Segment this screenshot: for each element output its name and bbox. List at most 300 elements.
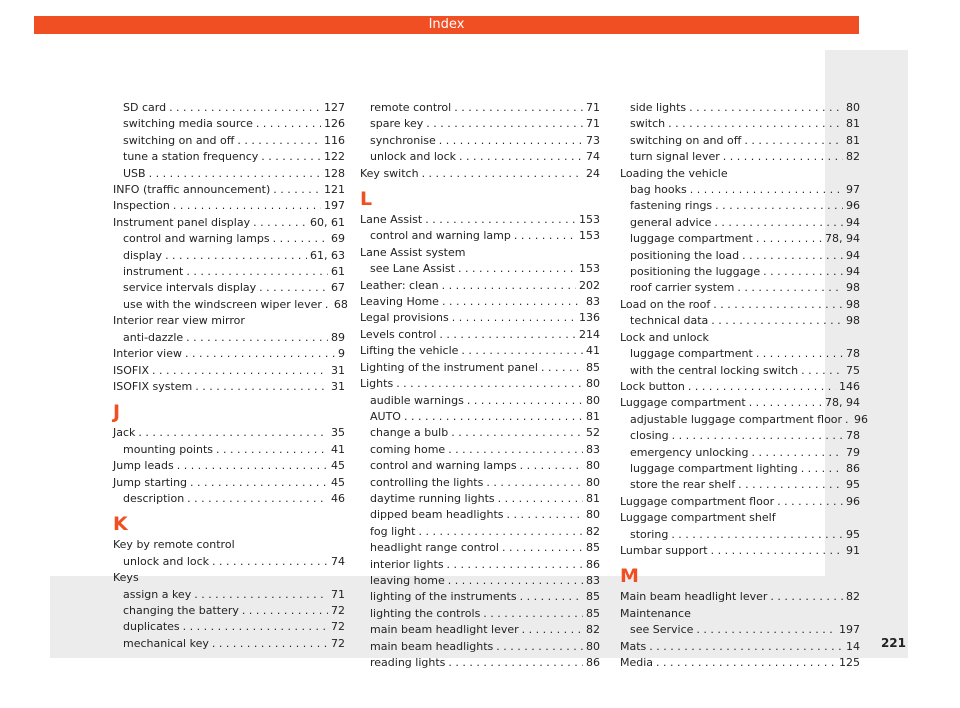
dot-leader [253,215,307,231]
entry-page[interactable]: 83 [586,573,600,587]
index-entry[interactable] [113,100,345,116]
index-entry[interactable] [360,212,600,228]
dot-leader [273,182,321,198]
entry-page[interactable]: 52 [586,426,600,440]
dot-leader [187,491,328,507]
entry-page[interactable]: 125 [839,656,860,669]
index-entry[interactable] [360,261,600,277]
entry-term: AUTO [370,409,401,423]
index-entry[interactable] [113,442,345,458]
entry-page[interactable]: 98 [846,281,860,295]
index-entry[interactable] [360,524,600,540]
entry-page[interactable]: 41 [586,344,600,358]
entry-page[interactable]: 153 [579,229,600,243]
index-entry[interactable] [113,475,345,491]
index-entry[interactable] [620,428,860,444]
entry-page[interactable]: 41 [331,442,345,456]
entry-term: store the rear shelf [630,478,736,492]
index-entry[interactable] [360,360,600,376]
entry-page[interactable]: 81 [586,409,600,423]
entry-page[interactable]: 75 [846,363,860,377]
entry-page[interactable]: 153 [579,213,600,227]
entry-page[interactable]: 80 [586,639,600,653]
index-entry[interactable] [113,133,345,149]
entry-page[interactable]: 153 [579,262,600,276]
index-entry[interactable] [113,149,345,165]
entry-term: Lane Assist [360,213,423,227]
dot-leader [711,543,843,559]
entry-page[interactable]: 80 [586,393,600,407]
entry-page[interactable]: 74 [586,150,600,164]
dot-leader [541,360,583,376]
entry-term: side lights [630,101,687,114]
entry-term: Jump starting [113,475,188,489]
entry-page[interactable]: 82 [846,150,860,164]
index-entry[interactable] [620,589,860,605]
dot-leader [711,313,843,329]
dot-leader [256,116,321,132]
index-entry[interactable] [113,215,345,231]
entry-page[interactable]: 80 [586,459,600,473]
dot-leader [149,166,321,182]
index-entry[interactable] [113,458,345,474]
index-entry[interactable] [620,445,860,461]
entry-term: duplicates [123,620,180,634]
index-entry[interactable] [113,636,345,652]
index-entry[interactable] [620,297,860,313]
index-entry[interactable] [113,231,345,247]
index-entry[interactable] [360,133,600,149]
entry-page[interactable]: 197 [839,623,860,637]
entry-page[interactable]: 202 [579,278,600,292]
entry-term: interior lights [370,557,444,571]
index-entry[interactable] [620,527,860,543]
entry-page[interactable]: 14 [846,639,860,653]
dot-leader [448,655,583,671]
dot-leader [671,527,843,543]
entry-page[interactable]: 35 [331,426,345,440]
dot-leader [422,166,583,182]
entry-term: emergency unlocking [630,445,749,459]
dot-leader [689,100,843,116]
entry-page[interactable]: 72 [331,636,345,650]
entry-term: luggage compartment [630,347,753,361]
entry-term: Luggage compartment floor [620,494,775,508]
dot-leader [649,639,843,655]
dot-leader [483,606,583,622]
entry-page[interactable]: 86 [586,557,600,571]
index-entry[interactable] [620,494,860,510]
index-entry[interactable] [620,280,860,296]
index-entry[interactable] [620,346,860,362]
entry-term: changing the battery [123,603,239,617]
index-entry[interactable] [360,425,600,441]
index-entry[interactable] [360,442,600,458]
entry-page[interactable]: 89 [331,330,345,344]
dot-leader [738,477,843,493]
dot-leader [396,376,583,392]
index-entry[interactable] [113,280,345,296]
entry-term: unlock and lock [370,150,457,164]
entry-term: controlling the lights [370,475,484,489]
entry-page[interactable]: 97 [846,183,860,197]
dot-leader [186,264,328,280]
index-heading: Interior rear view mirror [113,314,245,328]
page-number: 221 [880,636,906,650]
dot-leader [425,212,576,228]
entry-page[interactable]: 146 [839,379,860,393]
index-entry[interactable] [360,343,600,359]
entry-term: unlock and lock [123,554,210,568]
entry-page[interactable]: 45 [331,459,345,473]
dot-leader [261,149,321,165]
index-entry[interactable] [360,655,600,671]
entry-term: Jump leads [113,459,174,473]
index-entry[interactable] [113,116,345,132]
index-entry[interactable] [360,278,600,294]
dot-leader [190,475,328,491]
dot-leader [259,280,328,296]
entry-page[interactable]: 74 [331,554,345,568]
entry-page[interactable]: 79 [846,445,860,459]
entry-page[interactable]: 78 [846,429,860,443]
entry-page[interactable]: 91 [846,543,860,557]
entry-term: Levels control [360,327,437,341]
index-entry[interactable] [360,393,600,409]
dot-leader [138,425,328,441]
dot-leader [690,182,843,198]
entry-page[interactable]: 73 [586,133,600,147]
header-title: Index [428,17,465,32]
dot-leader [447,557,583,573]
index-entry[interactable] [360,622,600,638]
dot-leader [177,458,328,474]
entry-term: Mats [620,639,647,653]
dot-leader [459,149,583,165]
entry-term: ISOFIX [113,363,149,377]
entry-page[interactable]: 214 [579,327,600,341]
entry-page[interactable]: 82 [846,590,860,604]
entry-term: Instrument panel display [113,215,251,229]
dot-leader [672,428,843,444]
entry-page[interactable]: 31 [331,379,345,393]
entry-page[interactable]: 68 [333,297,348,311]
index-entry[interactable] [113,491,345,507]
index-entry[interactable] [620,395,860,411]
entry-page[interactable]: 31 [331,363,345,377]
entry-term: display [123,248,163,262]
entry-page[interactable]: 80 [586,377,600,391]
entry-term: change a bulb [370,426,449,440]
entry-term: SD card [123,101,167,114]
entry-term: Lighting of the instrument panel [360,360,538,374]
index-entry[interactable] [360,589,600,605]
index-entry[interactable] [113,425,345,441]
entry-page[interactable]: 72 [331,603,345,617]
index-entry[interactable] [620,133,860,149]
index-entry[interactable] [113,264,345,280]
index-entry[interactable] [360,409,600,425]
entry-page[interactable]: 71 [586,117,600,131]
entry-page[interactable]: 85 [586,606,600,620]
entry-page[interactable]: 128 [324,166,345,180]
entry-term: synchronise [370,133,436,147]
index-entry[interactable] [360,100,600,116]
entry-term: ISOFIX system [113,379,193,393]
index-entry[interactable] [113,198,345,214]
dot-leader [756,346,843,362]
entry-term: USB [123,166,146,180]
index-entry[interactable] [620,149,860,165]
index-entry[interactable] [113,182,345,198]
dot-leader [723,149,843,165]
entry-term: luggage compartment lighting [630,461,798,475]
dot-leader [418,524,583,540]
index-entry[interactable] [113,587,345,603]
entry-term: remote control [370,101,452,114]
entry-term: main beam headlight lever [370,623,519,637]
index-entry[interactable] [113,330,345,346]
dot-leader [273,231,328,247]
entry-term: storing [630,527,669,541]
entry-term: Lock button [620,379,685,393]
dot-leader [439,133,583,149]
index-entry[interactable] [620,215,860,231]
entry-page[interactable]: 78, 94 [825,232,860,246]
index-heading: Luggage compartment shelf [620,511,776,525]
entry-page[interactable]: 83 [586,442,600,456]
dot-leader [467,393,583,409]
entry-term: daytime running lights [370,491,495,505]
entry-page[interactable]: 82 [586,524,600,538]
section-letter: K [113,513,128,536]
index-column-1 [113,100,348,652]
index-entry[interactable] [360,116,600,132]
entry-page[interactable]: 126 [324,117,345,131]
index-entry[interactable] [113,363,345,379]
dot-leader [242,603,328,619]
entry-page[interactable]: 85 [586,360,600,374]
index-entry[interactable] [620,543,860,559]
entry-term: Legal provisions [360,311,449,325]
entry-page[interactable]: 94 [846,265,860,279]
entry-page[interactable]: 81 [846,133,860,147]
entry-page[interactable]: 24 [586,166,600,180]
index-entry[interactable] [620,313,860,329]
entry-page[interactable]: 82 [586,623,600,637]
index-entry[interactable] [113,346,345,362]
entry-term: description [123,491,185,505]
entry-page[interactable]: 98 [846,297,860,311]
index-entry[interactable] [620,655,860,671]
entry-term: fog light [370,524,416,538]
entry-term: positioning the load [630,248,740,262]
index-heading: Lock and unlock [620,330,709,344]
dot-leader [696,622,836,638]
entry-page[interactable]: 127 [324,101,345,114]
index-entry[interactable] [113,166,345,182]
dot-leader [439,327,576,343]
entry-page[interactable]: 61 [331,265,345,279]
index-entry[interactable] [113,379,345,395]
index-entry[interactable] [360,376,600,392]
dot-leader [442,294,583,310]
entry-term: mechanical key [123,636,209,650]
entry-term: Leather: clean [360,278,439,292]
entry-term: switching on and off [630,133,742,147]
dot-leader [185,346,335,362]
entry-term: reading lights [370,656,446,669]
entry-page[interactable]: 9 [338,347,345,361]
entry-page[interactable]: 69 [331,232,345,246]
index-entry[interactable] [620,477,860,493]
dot-leader [520,589,583,605]
dot-leader [169,100,321,116]
entry-page[interactable]: 80 [846,101,860,114]
index-entry[interactable] [620,363,860,379]
entry-page[interactable]: 95 [846,527,860,541]
entry-page[interactable]: 80 [586,508,600,522]
entry-term: instrument [123,265,184,279]
index-entry[interactable] [620,248,860,264]
index-entry[interactable] [620,622,860,638]
index-entry[interactable] [113,619,345,635]
dot-leader [502,540,583,556]
entry-term: control and warning lamps [123,232,270,246]
entry-term: Media [620,656,654,669]
entry-term: leaving home [370,573,445,587]
entry-term: assign a key [123,587,192,601]
index-entry[interactable] [360,310,600,326]
dot-leader [668,116,843,132]
index-entry[interactable] [360,166,600,182]
dot-leader [845,412,851,428]
dot-leader [152,363,328,379]
dot-leader [749,395,822,411]
entry-page[interactable]: 94 [846,215,860,229]
entry-page[interactable]: 83 [586,295,600,309]
entry-page[interactable]: 136 [579,311,600,325]
entry-page[interactable]: 197 [324,199,345,213]
index-entry[interactable] [620,182,860,198]
index-entry[interactable] [360,540,600,556]
index-entry[interactable] [360,228,600,244]
entry-page[interactable]: 95 [846,478,860,492]
index-entry[interactable] [360,606,600,622]
dot-leader [752,445,843,461]
dot-leader [522,622,583,638]
index-entry[interactable] [360,149,600,165]
index-entry[interactable] [360,639,600,655]
dot-leader [656,655,836,671]
entry-page[interactable]: 80 [586,475,600,489]
index-entry[interactable] [113,603,345,619]
entry-page[interactable]: 71 [586,101,600,114]
entry-page[interactable]: 72 [331,620,345,634]
entry-page[interactable]: 85 [586,590,600,604]
dot-leader [448,442,583,458]
entry-page[interactable]: 86 [846,461,860,475]
entry-page[interactable]: 67 [331,281,345,295]
dot-leader [458,261,576,277]
entry-term: fastening rings [630,199,713,213]
index-entry[interactable] [113,554,345,570]
dot-leader [448,573,583,589]
index-entry[interactable] [620,198,860,214]
entry-term: see Lane Assist [370,262,455,276]
entry-term: switch [630,117,666,131]
entry-page[interactable]: 98 [846,314,860,328]
entry-page[interactable]: 116 [324,133,345,147]
dot-leader [742,248,843,264]
index-entry[interactable] [620,412,869,428]
index-entry[interactable] [113,248,345,264]
index-entry[interactable] [360,557,600,573]
index-entry[interactable] [620,231,860,247]
index-entry[interactable] [620,116,860,132]
entry-page[interactable]: 71 [331,587,345,601]
index-entry[interactable] [360,475,600,491]
index-entry[interactable] [360,458,600,474]
entry-page[interactable]: 96 [846,494,860,508]
dot-leader [194,587,328,603]
index-entry[interactable] [620,639,860,655]
index-entry[interactable] [113,297,348,313]
index-entry[interactable] [360,507,600,523]
index-entry[interactable] [360,294,600,310]
dot-leader [461,343,583,359]
entry-page[interactable]: 78, 94 [825,396,860,410]
index-entry[interactable] [620,379,860,395]
entry-page[interactable]: 45 [331,475,345,489]
entry-page[interactable]: 81 [586,491,600,505]
entry-page[interactable]: 60, 61 [310,215,345,229]
dot-leader [713,297,843,313]
entry-term: Luggage compartment [620,396,746,410]
entry-term: switching media source [123,117,253,131]
index-entry[interactable] [360,491,600,507]
entry-page[interactable]: 85 [586,541,600,555]
entry-page[interactable]: 122 [324,150,345,164]
index-header [34,16,859,34]
dot-leader [173,198,321,214]
entry-term: mounting points [123,442,213,456]
dot-leader [442,278,576,294]
entry-page[interactable]: 78 [846,347,860,361]
index-entry[interactable] [620,461,860,477]
index-entry[interactable] [360,327,600,343]
dot-leader [777,494,843,510]
index-entry[interactable] [360,573,600,589]
entry-page[interactable]: 96 [846,199,860,213]
entry-page[interactable]: 96 [854,412,869,426]
entry-term: control and warning lamp [370,229,511,243]
dot-leader [770,589,843,605]
entry-page[interactable]: 121 [324,183,345,197]
index-entry[interactable] [620,100,860,116]
entry-page[interactable]: 46 [331,491,345,505]
entry-term: headlight range control [370,541,499,555]
entry-term: lighting the controls [370,606,481,620]
dot-leader [715,198,843,214]
entry-page[interactable]: 61, 63 [310,248,345,262]
index-entry[interactable] [620,264,860,280]
entry-page[interactable]: 86 [586,656,600,669]
entry-term: adjustable luggage compartment floor [630,412,843,426]
dot-leader [514,228,576,244]
entry-page[interactable]: 94 [846,248,860,262]
entry-page[interactable]: 81 [846,117,860,131]
